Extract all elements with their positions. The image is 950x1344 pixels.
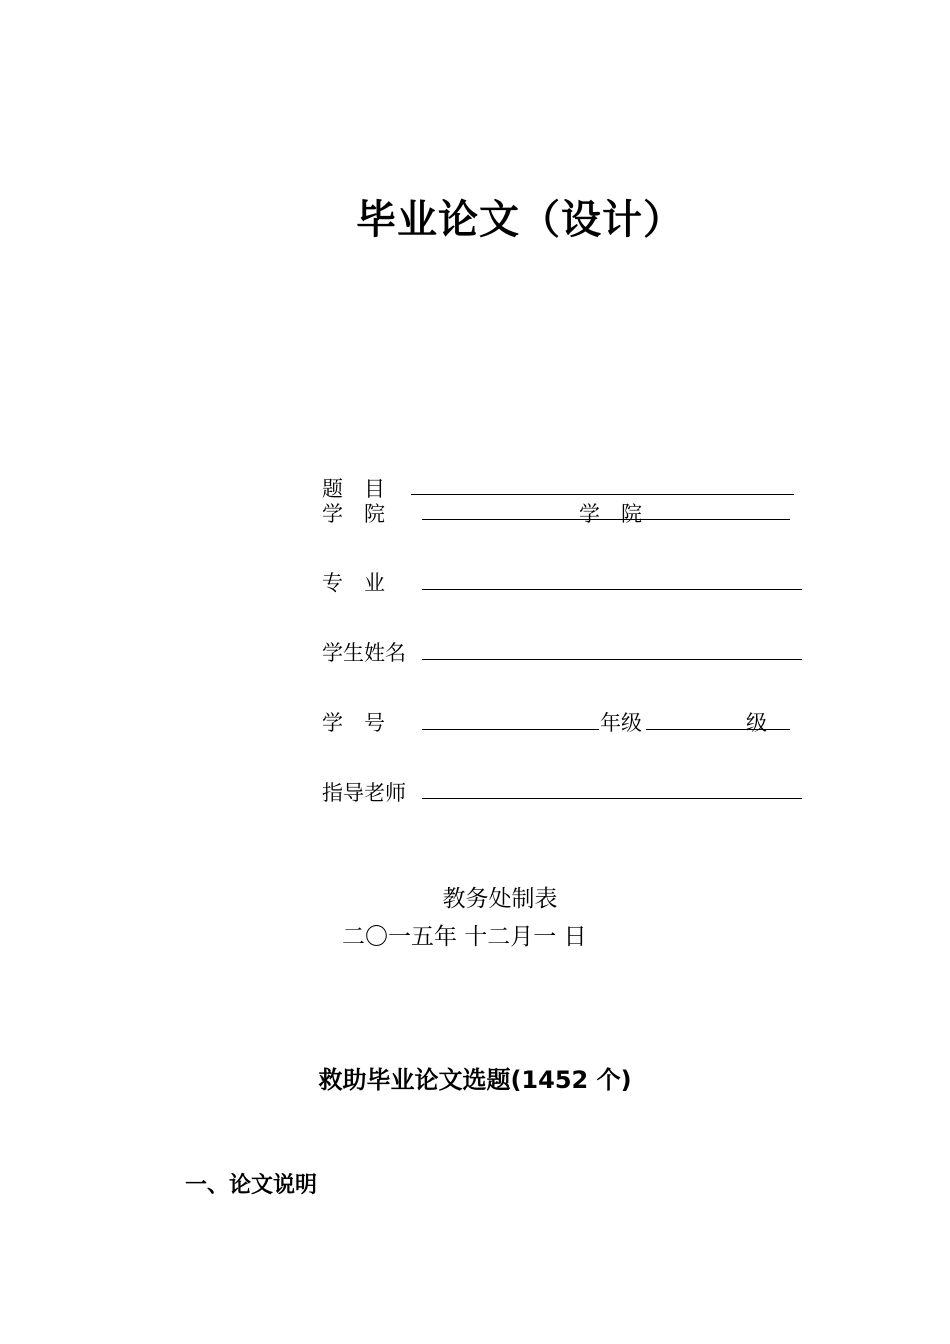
college-label: 学 院 [322,502,385,526]
issuer-text: 教务处制表 [442,886,558,912]
section-title: 救助毕业论文选题(1452 个) [318,1066,632,1094]
advisor-underline [422,798,802,799]
grade-label: 年级 [600,711,642,735]
grade-underline [646,729,790,730]
topic-label-text: 题 目 [322,477,385,501]
thesis-title: 毕业论文（设计） [356,197,684,243]
topic-underline [411,494,794,495]
date-text: 二〇一五年 十二月一 日 [342,924,587,950]
major-underline [422,589,802,590]
student-name-underline [422,659,802,660]
college-fill-text: 学 院 [579,502,642,526]
student-id-label: 学 号 [322,711,385,735]
student-name-label: 学生姓名 [322,641,406,665]
section-heading: 一、论文说明 [185,1173,318,1198]
advisor-label: 指导老师 [322,781,406,805]
grade-suffix: 级 [746,711,767,735]
student-id-underline [422,729,599,730]
major-label: 专 业 [322,571,385,595]
